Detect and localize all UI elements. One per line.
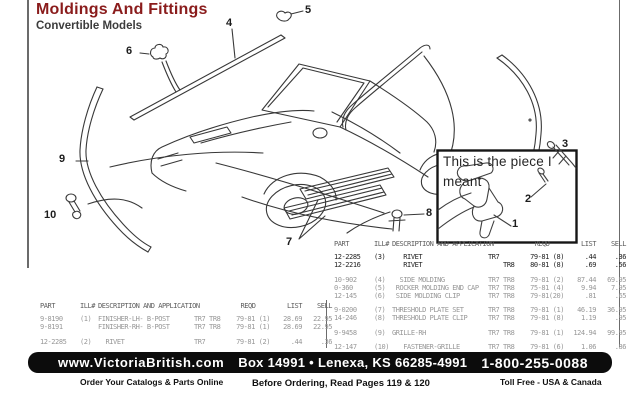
website-link[interactable]: www.VictoriaBritish.com [58, 355, 225, 370]
callout-8: 8 [426, 207, 433, 219]
callout-2: 2 [525, 193, 532, 205]
col-ill: ILL# [374, 240, 390, 248]
col-sell: SELL [610, 240, 626, 248]
col-reqd: REQD [534, 240, 550, 248]
col-list: LIST [286, 302, 302, 310]
callout-7: 7 [286, 236, 293, 248]
col-sell: SELL [316, 302, 332, 310]
col-ill: ILL# [80, 302, 96, 310]
table-row: 12-145 (6) SIDE MOLDING CLIP TR7 TR8 79-81(20) .81 .65 [334, 292, 626, 301]
table-row: 12-2285 (3) RIVET TR7 79-81 (8) .44 .36 [334, 253, 626, 262]
page-title: Moldings And Fittings [36, 1, 208, 18]
col-list: LIST [580, 240, 596, 248]
table-row: 9-8190 (1) FINISHER-LH- B-POST TR7 TR8 79-81 (1) 28.69 22.95 [40, 315, 332, 324]
table-row: 9-0200 (7) THRESHOLD PLATE SET TR7 TR8 79-81 (1) 46.19 36.95 [334, 306, 626, 315]
callout-10: 10 [44, 209, 57, 221]
footer-note-right: Toll Free - USA & Canada [500, 377, 602, 387]
annotation-line2: meant [443, 173, 482, 189]
annotation-note [443, 152, 573, 191]
col-desc: DESCRIPTION AND APPLICATION [98, 302, 200, 310]
page-subtitle: Convertible Models [36, 20, 143, 32]
callout-3: 3 [562, 138, 569, 150]
callout-1: 1 [512, 218, 519, 230]
footer-note-center: Before Ordering, Read Pages 119 & 120 [252, 378, 430, 389]
parts-table-right [334, 240, 626, 351]
table-row: 9-8191 FINISHER-RH- B-POST TR7 TR8 79-81 (1) 28.69 22.95 [40, 323, 332, 332]
table-row: 0-360 (5) ROCKER MOLDING END CAP TR7 TR8 75-81 (4) 9.94 7.95 [334, 283, 626, 292]
table-row: 12-147 (10) FASTENER-GRILLE TR7 TR8 79-81 (6) 1.06 .86 [334, 342, 626, 351]
callout-5: 5 [305, 4, 312, 16]
callout-4: 4 [226, 17, 233, 29]
col-desc: DESCRIPTION AND APPLICATION [392, 240, 494, 248]
callout-9: 9 [59, 153, 66, 165]
parts-table-left [40, 302, 332, 346]
col-part: PART [334, 240, 350, 248]
table-row: 10-902 (4) SIDE MOLDING TR7 TR8 79-81 (2) 87.44 69.95 [334, 275, 626, 284]
col-reqd: REQD [240, 302, 256, 310]
table-row: 12-2216 RIVET TR8 80-81 (8) .69 .56 [334, 261, 626, 270]
footer-note-left: Order Your Catalogs & Parts Online [80, 377, 224, 387]
annotation-line1: This is the piece I [443, 154, 552, 169]
table-header [334, 240, 626, 248]
mailing-address: Box 14991 • Lenexa, KS 66285-4991 [238, 355, 468, 370]
footer-bar [28, 352, 612, 373]
table-row: 9-9458 (9) GRILLE-RH TR7 TR8 79-81 (1) 124.94 99.95 [334, 328, 626, 337]
table-row: 12-2285 (2) RIVET TR7 79-81 (2) .44 .36 [40, 337, 332, 346]
table-header [40, 302, 332, 310]
callout-6: 6 [126, 45, 133, 57]
col-part: PART [40, 302, 56, 310]
table-row: 14-246 (8) THRESHOLD PLATE CLIP TR7 TR8 79-81 (8) 1.19 .95 [334, 314, 626, 323]
phone-number[interactable]: 1-800-255-0088 [481, 354, 588, 371]
